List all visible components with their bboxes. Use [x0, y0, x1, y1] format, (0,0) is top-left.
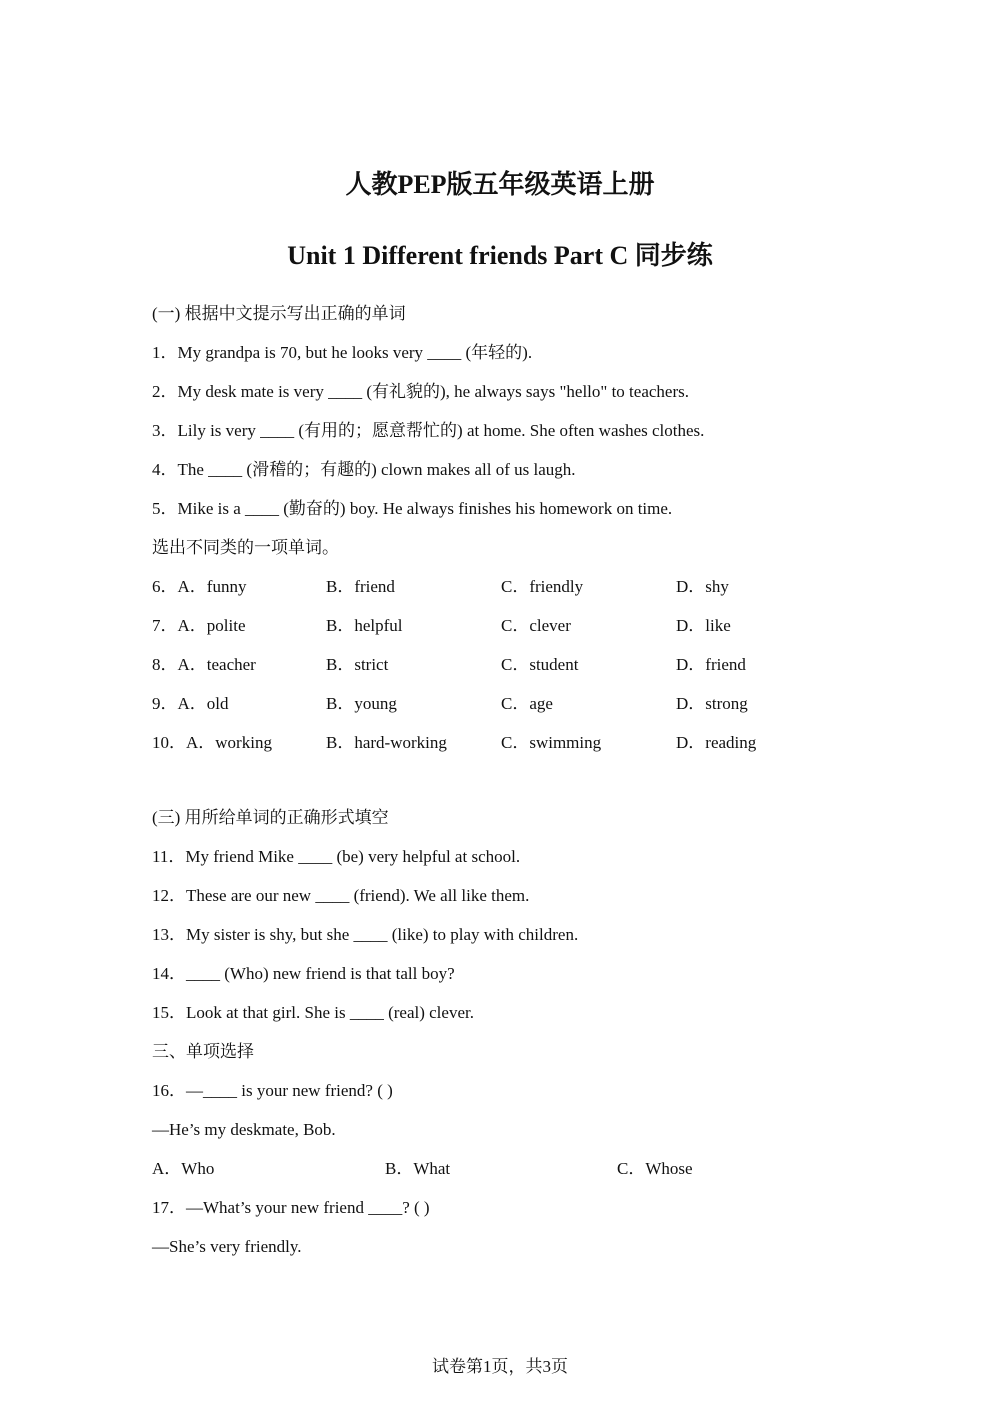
question-3: 3．Lily is very ____ (有用的；愿意帮忙的) at home. She often washes clothes. [152, 421, 705, 440]
option-row-10-d: D．reading [676, 733, 757, 752]
document-title: 人教PEP版五年级英语上册 [345, 170, 655, 199]
option-row-6-c: C．friendly [501, 577, 584, 596]
section-heading-2: 选出不同类的一项单词。 [152, 538, 339, 557]
option-row-8-b: B．strict [326, 655, 389, 674]
option-row-6-b: B．friend [326, 577, 395, 596]
option-row-7-b: B．helpful [326, 616, 403, 635]
option-row-6-a: 6．A．funny [152, 577, 247, 596]
question-11: 11．My friend Mike ____ (be) very helpful at school. [152, 847, 521, 866]
question-13: 13．My sister is shy, but she ____ (like) to play with children. [152, 925, 579, 944]
question-17: 17．—What’s your new friend ____? ( ) [152, 1198, 430, 1217]
question-16-reply: —He’s my deskmate, Bob. [152, 1120, 336, 1139]
question-14: 14．____ (Who) new friend is that tall boy? [152, 964, 455, 983]
question-4: 4．The ____ (滑稽的；有趣的) clown makes all of us laugh. [152, 460, 576, 479]
option-row-9-b: B．young [326, 694, 397, 713]
section-heading-1: (一) 根据中文提示写出正确的单词 [152, 304, 406, 323]
option-row-9-d: D．strong [676, 694, 748, 713]
question-16-option-c: C．Whose [617, 1159, 693, 1178]
question-17-reply: —She’s very friendly. [152, 1237, 302, 1256]
question-1: 1．My grandpa is 70, but he looks very ____ (年轻的). [152, 343, 533, 362]
section-heading-3: (三) 用所给单词的正确形式填空 [152, 808, 389, 827]
option-row-9-a: 9．A．old [152, 694, 229, 713]
option-row-10-b: B．hard-working [326, 733, 447, 752]
question-16-option-b: B．What [385, 1159, 451, 1178]
option-row-6-d: D．shy [676, 577, 729, 596]
document-subtitle: Unit 1 Different friends Part C 同步练 [287, 241, 713, 270]
option-row-8-a: 8．A．teacher [152, 655, 256, 674]
question-16-option-a: A．Who [152, 1159, 215, 1178]
question-16: 16．—____ is your new friend? ( ) [152, 1081, 393, 1100]
section-heading-4: 三、单项选择 [152, 1042, 254, 1061]
option-row-7-a: 7．A．polite [152, 616, 246, 635]
question-5: 5．Mike is a ____ (勤奋的) boy. He always finishes his homework on time. [152, 499, 673, 518]
option-row-7-c: C．clever [501, 616, 571, 635]
option-row-9-c: C．age [501, 694, 553, 713]
option-row-7-d: D．like [676, 616, 731, 635]
page-footer: 试卷第1页，共3页 [432, 1357, 568, 1376]
option-row-10-a: 10．A．working [152, 733, 272, 752]
option-row-8-d: D．friend [676, 655, 746, 674]
question-12: 12．These are our new ____ (friend). We all like them. [152, 886, 530, 905]
question-2: 2．My desk mate is very ____ (有礼貌的), he always says "hello" to teachers. [152, 382, 689, 401]
question-15: 15．Look at that girl. She is ____ (real) clever. [152, 1003, 474, 1022]
option-row-10-c: C．swimming [501, 733, 602, 752]
option-row-8-c: C．student [501, 655, 579, 674]
